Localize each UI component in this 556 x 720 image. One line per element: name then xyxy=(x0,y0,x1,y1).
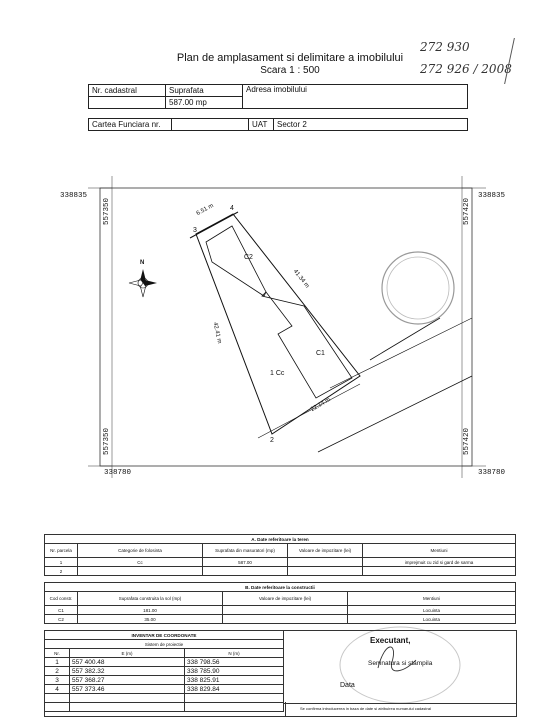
table-row: 4 557 373.46 338 829.84 xyxy=(45,685,284,694)
coordinates-title: INVENTAR DE COORDONATE xyxy=(45,631,284,640)
grid-y-bottom-left: 557350 xyxy=(103,428,111,456)
distance-left: 42.41 m xyxy=(211,321,223,345)
table-row: 3 557 368.27 338 825.91 xyxy=(45,676,284,685)
grid-x-top-right: 338835 xyxy=(478,192,506,200)
table-row: 2 557 382.32 338 785.90 xyxy=(45,667,284,676)
uat-label: UAT xyxy=(249,119,274,131)
coordinates-table xyxy=(44,630,284,712)
table-b-header: Cod constr. xyxy=(45,592,78,606)
building-c2-label: C2 xyxy=(244,254,253,261)
handwritten-number-1: 272 930 xyxy=(420,40,470,54)
coordinates-header: Nr. xyxy=(45,649,70,658)
parcel-outline xyxy=(196,214,360,434)
point-4-label: 4 xyxy=(230,205,234,212)
table-a-header: Categorie de folosinta xyxy=(78,544,203,558)
north-arrow-icon xyxy=(129,269,157,297)
suprafata-label: Suprafata xyxy=(166,85,243,97)
stamp-circle-inner xyxy=(387,257,449,319)
point-3-label: 3 xyxy=(193,227,197,234)
signature-label: Semnatura si stampila xyxy=(368,660,433,667)
distance-bottom: 22.14 m xyxy=(309,396,332,414)
grid-x-bottom-right: 338780 xyxy=(478,469,506,477)
grid-y-top-left: 557350 xyxy=(103,198,111,226)
table-a xyxy=(44,534,516,576)
uat-value: Sector 2 xyxy=(274,119,468,131)
footer-left-box xyxy=(44,702,286,717)
distance-top: 6.51 m xyxy=(195,203,215,217)
table-a-header: Valoare de impozitare (lei) xyxy=(288,544,363,558)
table-a-title: A. Date referitoare la teren xyxy=(45,535,516,544)
building-c2-outline xyxy=(206,226,266,296)
coordinates-subtitle: Sistem de proiectie xyxy=(45,640,284,649)
grid-y-bottom-right: 557420 xyxy=(463,428,471,456)
distance-right: 41.34 m xyxy=(291,268,310,290)
stamp-circle xyxy=(382,252,454,324)
table-b xyxy=(44,582,516,624)
suprafata-value: 587.00 mp xyxy=(166,97,243,109)
north-label: N xyxy=(140,260,145,266)
carte-funciara-label: Cartea Funciara nr. xyxy=(89,119,172,131)
nr-cadastral-label: Nr. cadastral xyxy=(89,85,166,97)
table-a-header: Mentiuni xyxy=(363,544,516,558)
table-row: C2 35.00 Locuinta xyxy=(45,615,516,624)
building-c1-label: C1 xyxy=(316,350,325,357)
parcel-label: 1 Cc xyxy=(270,370,285,377)
street-line xyxy=(258,384,360,438)
table-row: 1 Cc 587.00 imprejmuit cu zid si gard de sarma xyxy=(45,558,516,567)
table-row: 1 557 400.48 338 798.56 xyxy=(45,658,284,667)
footer-text: Se confirma introducerea in baza de date si atribuirea numarului cadastral xyxy=(300,706,431,711)
grid-y-top-right: 557420 xyxy=(463,198,471,226)
table-a-header: Nr. parcela xyxy=(45,544,78,558)
handwritten-number-2: 272 926 / 2008 xyxy=(420,62,512,76)
coordinates-header: E (m) xyxy=(70,649,185,658)
data-label: Data xyxy=(340,682,355,689)
document-title: Plan de amplasament si delimitare a imobilului xyxy=(176,52,404,64)
grid-x-top-left: 338835 xyxy=(60,192,88,200)
coordinates-header: N (m) xyxy=(185,649,284,658)
plan-scale: Scara 1 : 500 xyxy=(260,65,320,76)
table-b-header: Mentiuni xyxy=(348,592,516,606)
point-2-label: 2 xyxy=(270,437,274,444)
executant-title: Executant, xyxy=(370,636,411,645)
table-b-header: Valoare de impozitare (lei) xyxy=(223,592,348,606)
adresa-label: Adresa imobilului xyxy=(243,85,468,109)
table-a-header: Suprafata din masuratori (mp) xyxy=(203,544,288,558)
table-row: 2 xyxy=(45,567,516,576)
table-row: C1 181.00 Locuinta xyxy=(45,606,516,615)
street-line xyxy=(318,376,472,452)
table-b-header: Suprafata construita la sol (mp) xyxy=(78,592,223,606)
grid-x-bottom-left: 338780 xyxy=(104,469,132,477)
table-b-title: B. Date referitoare la constructii xyxy=(45,583,516,592)
